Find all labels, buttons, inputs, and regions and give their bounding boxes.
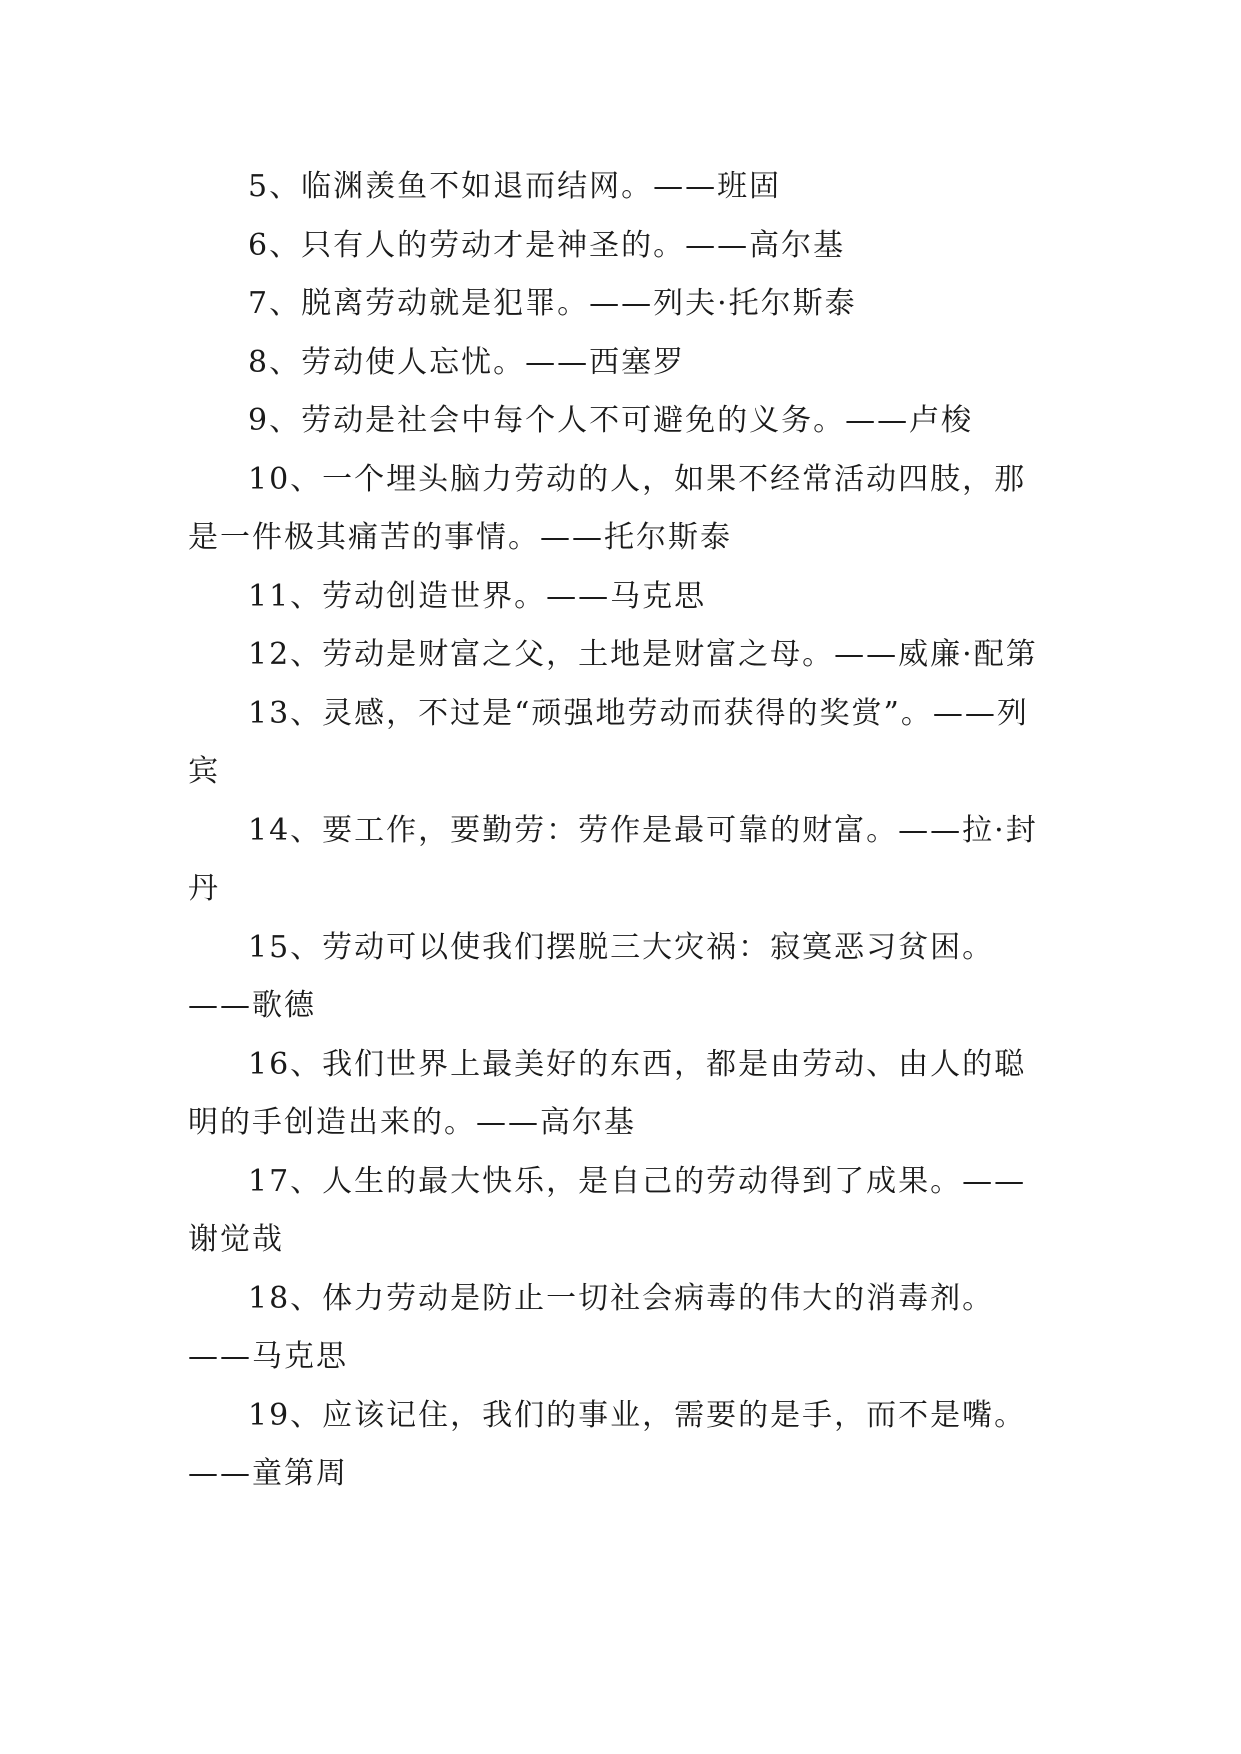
quote-item: 19、应该记住，我们的事业，需要的是手，而不是嘴。——童第周 — [188, 1397, 1027, 1491]
quote-item: 14、要工作，要勤劳：劳作是最可靠的财富。——拉·封丹 — [188, 812, 1038, 906]
quote-item: 17、人生的最大快乐，是自己的劳动得到了成果。——谢觉哉 — [188, 1163, 1027, 1257]
quote-item: 8、劳动使人忘忧。——西塞罗 — [248, 344, 686, 380]
quote-item: 18、体力劳动是防止一切社会病毒的伟大的消毒剂。——马克思 — [188, 1280, 995, 1374]
quote-item: 5、临渊羡鱼不如退而结网。——班固 — [248, 169, 782, 204]
quote-item: 16、我们世界上最美好的东西，都是由劳动、由人的聪明的手创造出来的。——高尔基 — [188, 1046, 1027, 1140]
quote-item: 7、脱离劳动就是犯罪。——列夫·托尔斯泰 — [248, 286, 857, 321]
quote-item: 15、劳动可以使我们摆脱三大灾祸：寂寞恶习贫困。——歌德 — [188, 929, 995, 1023]
quote-item: 6、只有人的劳动才是神圣的。——高尔基 — [248, 227, 846, 263]
quote-item: 12、劳动是财富之父，土地是财富之母。——威廉·配第 — [248, 637, 1038, 672]
quote-list — [188, 158, 1048, 1504]
quote-item: 13、灵感，不过是“顽强地劳动而获得的奖赏”。——列宾 — [188, 695, 1029, 789]
quote-item: 11、劳动创造世界。——马克思 — [248, 578, 707, 614]
quote-item: 10、一个埋头脑力劳动的人，如果不经常活动四肢，那是一件极其痛苦的事情。——托尔斯泰 — [188, 461, 1027, 555]
quote-item: 9、劳动是社会中每个人不可避免的义务。——卢梭 — [248, 403, 974, 438]
